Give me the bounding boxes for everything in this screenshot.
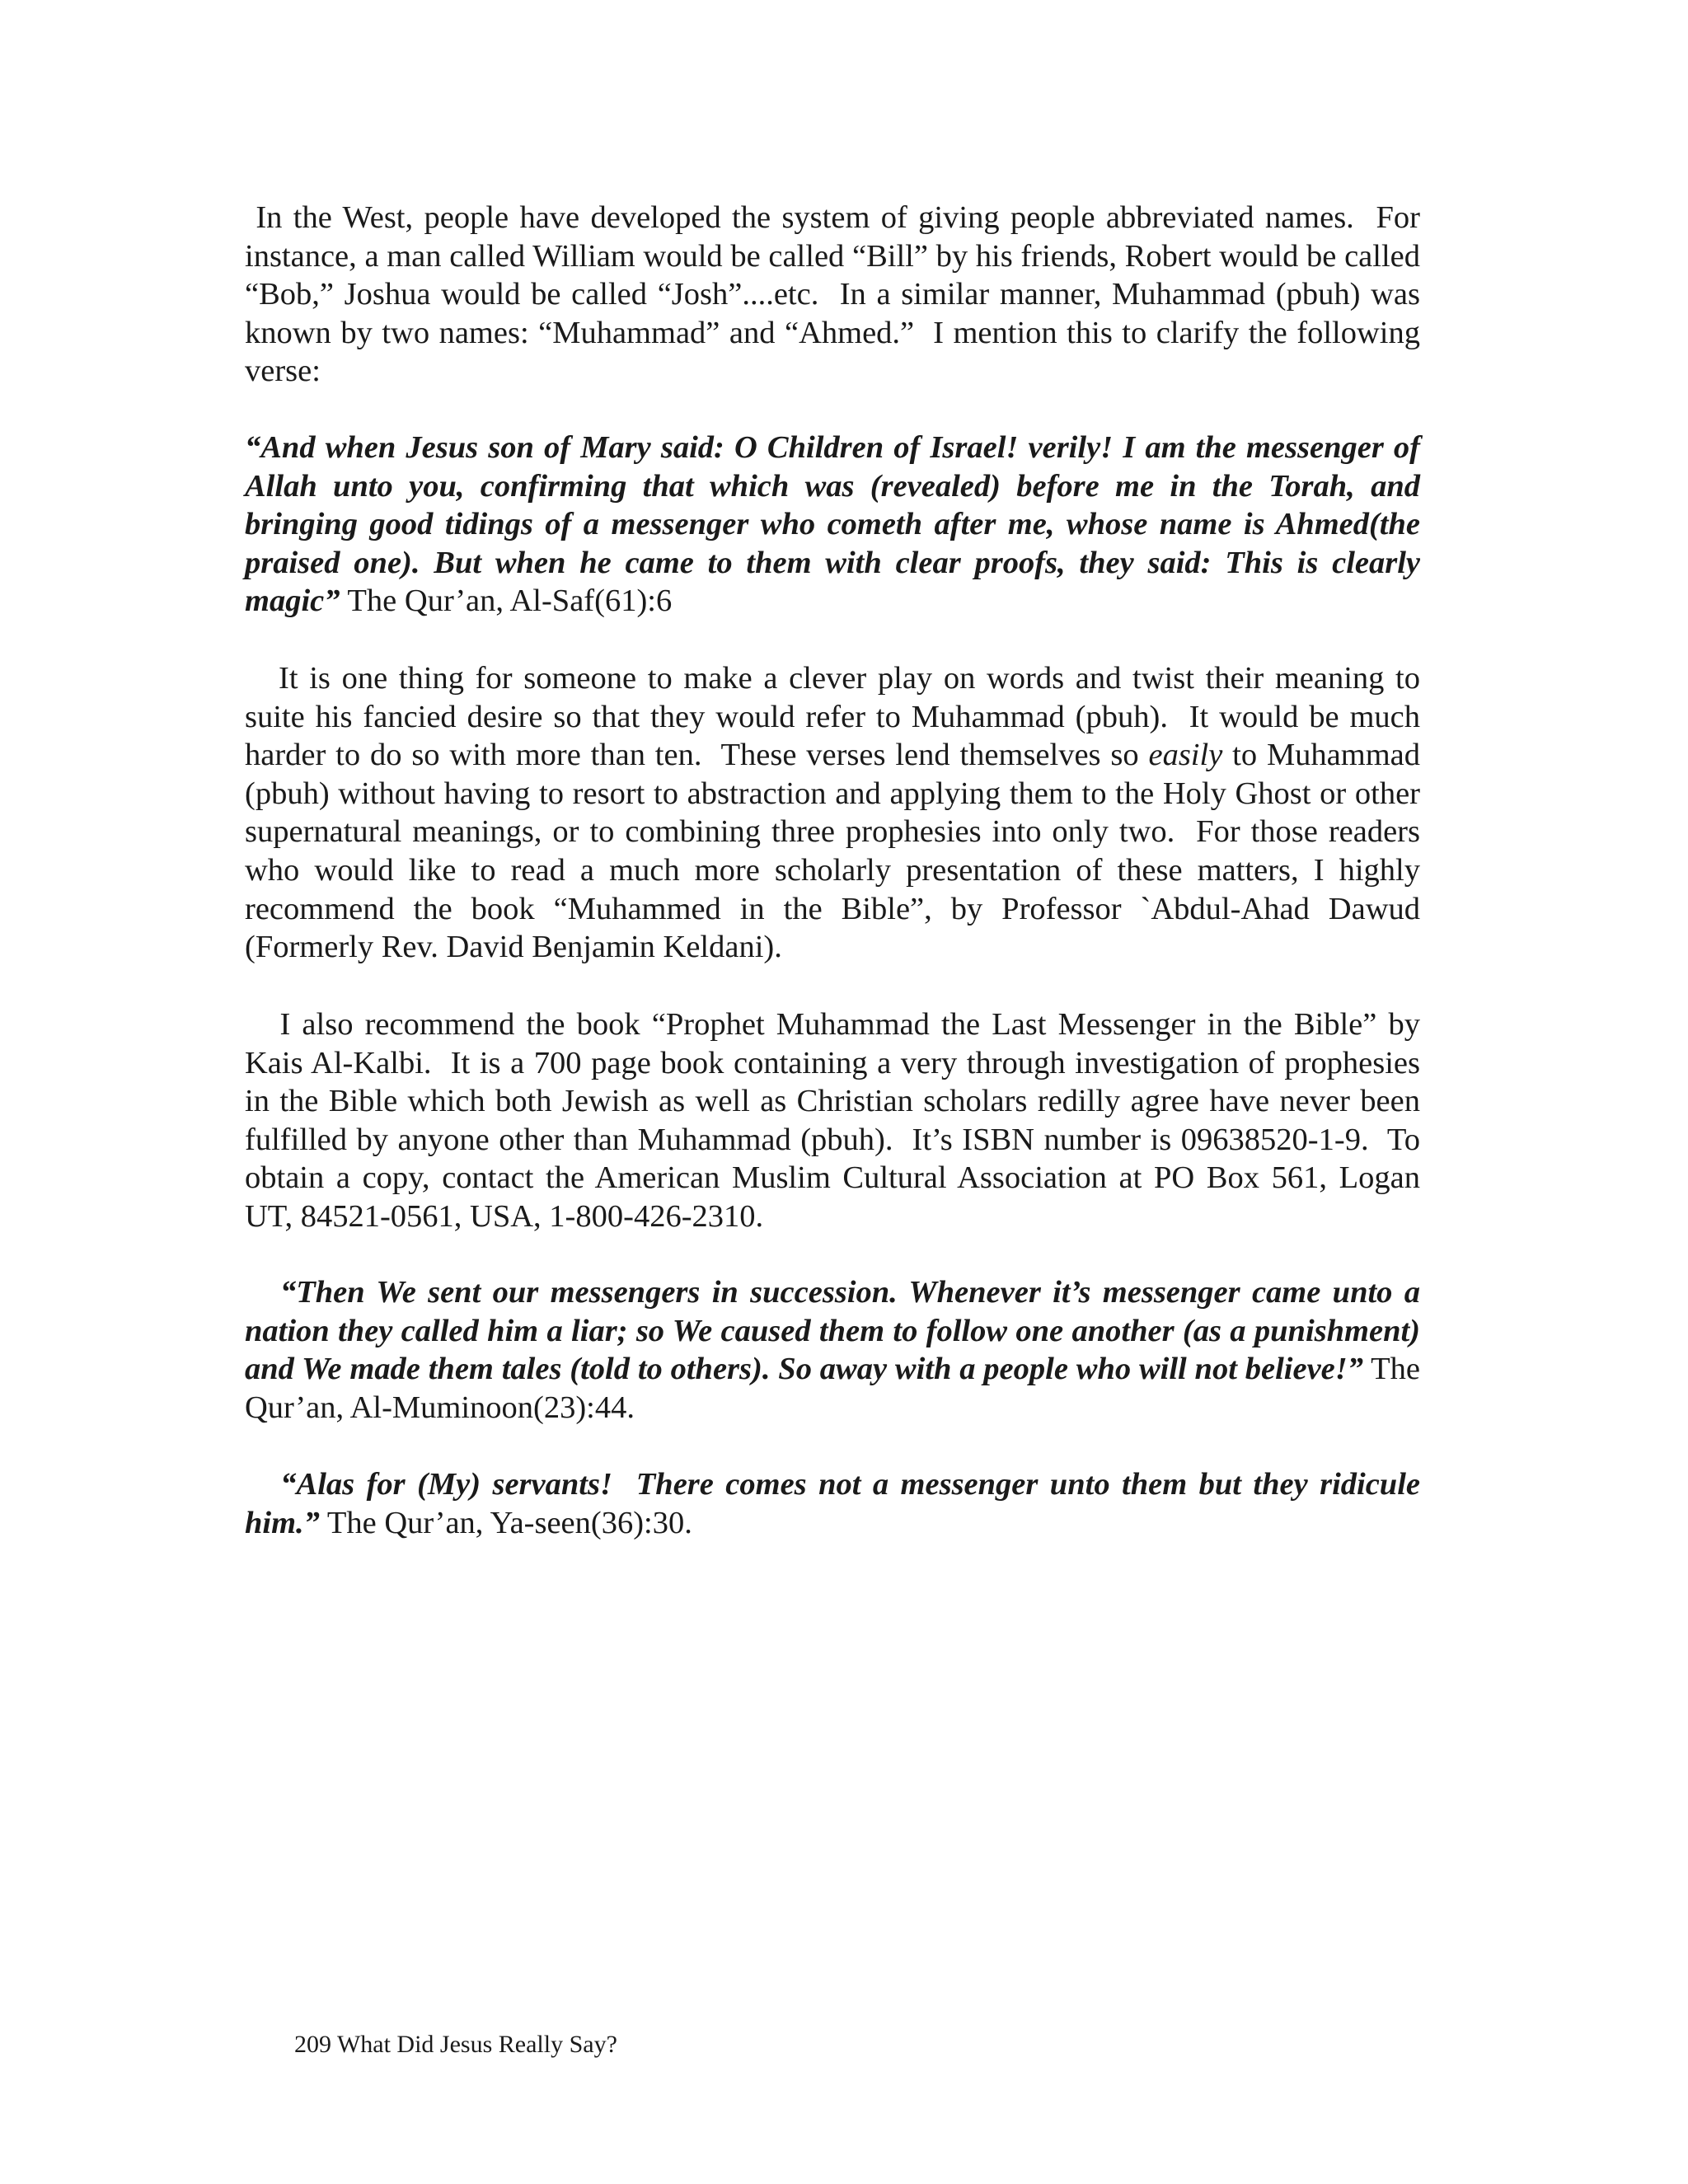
page-footer: 209 What Did Jesus Really Say?: [294, 2031, 617, 2058]
paragraph-play-on-words: [245, 659, 1428, 967]
paragraph-text: [245, 659, 1428, 967]
text-segment: to Muhammad (pbuh) without having to resort to abstraction and applying them to the Holy Ghost or other supernatural meanings, or to combining three prophesies into only two. For those readers who would like to read a much more scholarly presentation of these matters, I highly recommend the book “Muhammed in the Bible”, by Professor `Abdul-Ahad Dawud (Formerly Rev. David Benjamin Keldani).: [245, 738, 1428, 965]
paragraph-text: In the West, people have developed the system of giving people abbreviated names. For instance, a man called William would be called “Bill” by his friends, Robert would be called “Bob,” Joshua would be called “Josh”....etc. In a similar manner, Muhammad (pbuh) was known by two names: “Muhammad” and “Ahmed.” I mention this to clarify the following verse:: [245, 200, 1428, 389]
verse-text: “Alas for (My) servants! There comes not a messenger unto them but they ridicule him.”: [245, 1467, 1428, 1540]
quote-paragraph: [245, 1465, 1428, 1542]
quote-al-muminoon: [245, 1273, 1428, 1427]
verse-reference: The Qur’an, Al-Saf(61):6: [340, 583, 673, 619]
paragraph-abbreviated-names: [245, 199, 1428, 391]
quote-paragraph: [245, 1273, 1428, 1427]
verse-text: “Then We sent our messengers in succession. Whenever it’s messenger came unto a nation they called him a liar; so We caused them to follow one another (as a punishment) and We made them tales (told to others). So away with a people who will not believe!”: [245, 1275, 1428, 1387]
quote-al-saf: [245, 429, 1420, 621]
verse-reference: The Qur’an, Ya-seen(36):30.: [319, 1505, 692, 1540]
paragraph-text: I also recommend the book “Prophet Muhammad the Last Messenger in the Bible” by Kais Al-Kalbi. It is a 700 page book containing a very through investigation of prophesies in the Bible which both Jewish as well as Christian scholars redilly agree have never been fulfilled by anyone other than Muhammad (pbuh). It’s ISBN number is 09638520-1-9. To obtain a copy, contact the American Muslim Cultural Association at PO Box 561, Logan UT, 84521-0561, USA, 1-800-426-2310.: [245, 1007, 1428, 1234]
text-segment: It is one thing for someone to make a clever play on words and twist their meaning to suite his fancied desire so that they would refer to Muhammad (pbuh). It would be much harder to do so with more than ten. These verses lend themselves so: [245, 661, 1428, 773]
quote-ya-seen: [245, 1465, 1428, 1542]
verse-text: “And when Jesus son of Mary said: O Children of Israel! verily! I am the messenger of Allah unto you, confirming that which was (revealed) before me in the Torah, and bringing good tidings of a messenger who cometh after me, whose name is Ahmed(the praised one). But when he came to them with clear proofs, they said: This is clearly magic”: [245, 430, 1420, 619]
quote-paragraph: [245, 429, 1420, 621]
verse-reference: The Qur’an, Al-Muminoon(23):44.: [245, 1352, 1428, 1425]
emphasis-text: easily: [1148, 738, 1223, 773]
paragraph-book-recommendation: [245, 1005, 1428, 1236]
